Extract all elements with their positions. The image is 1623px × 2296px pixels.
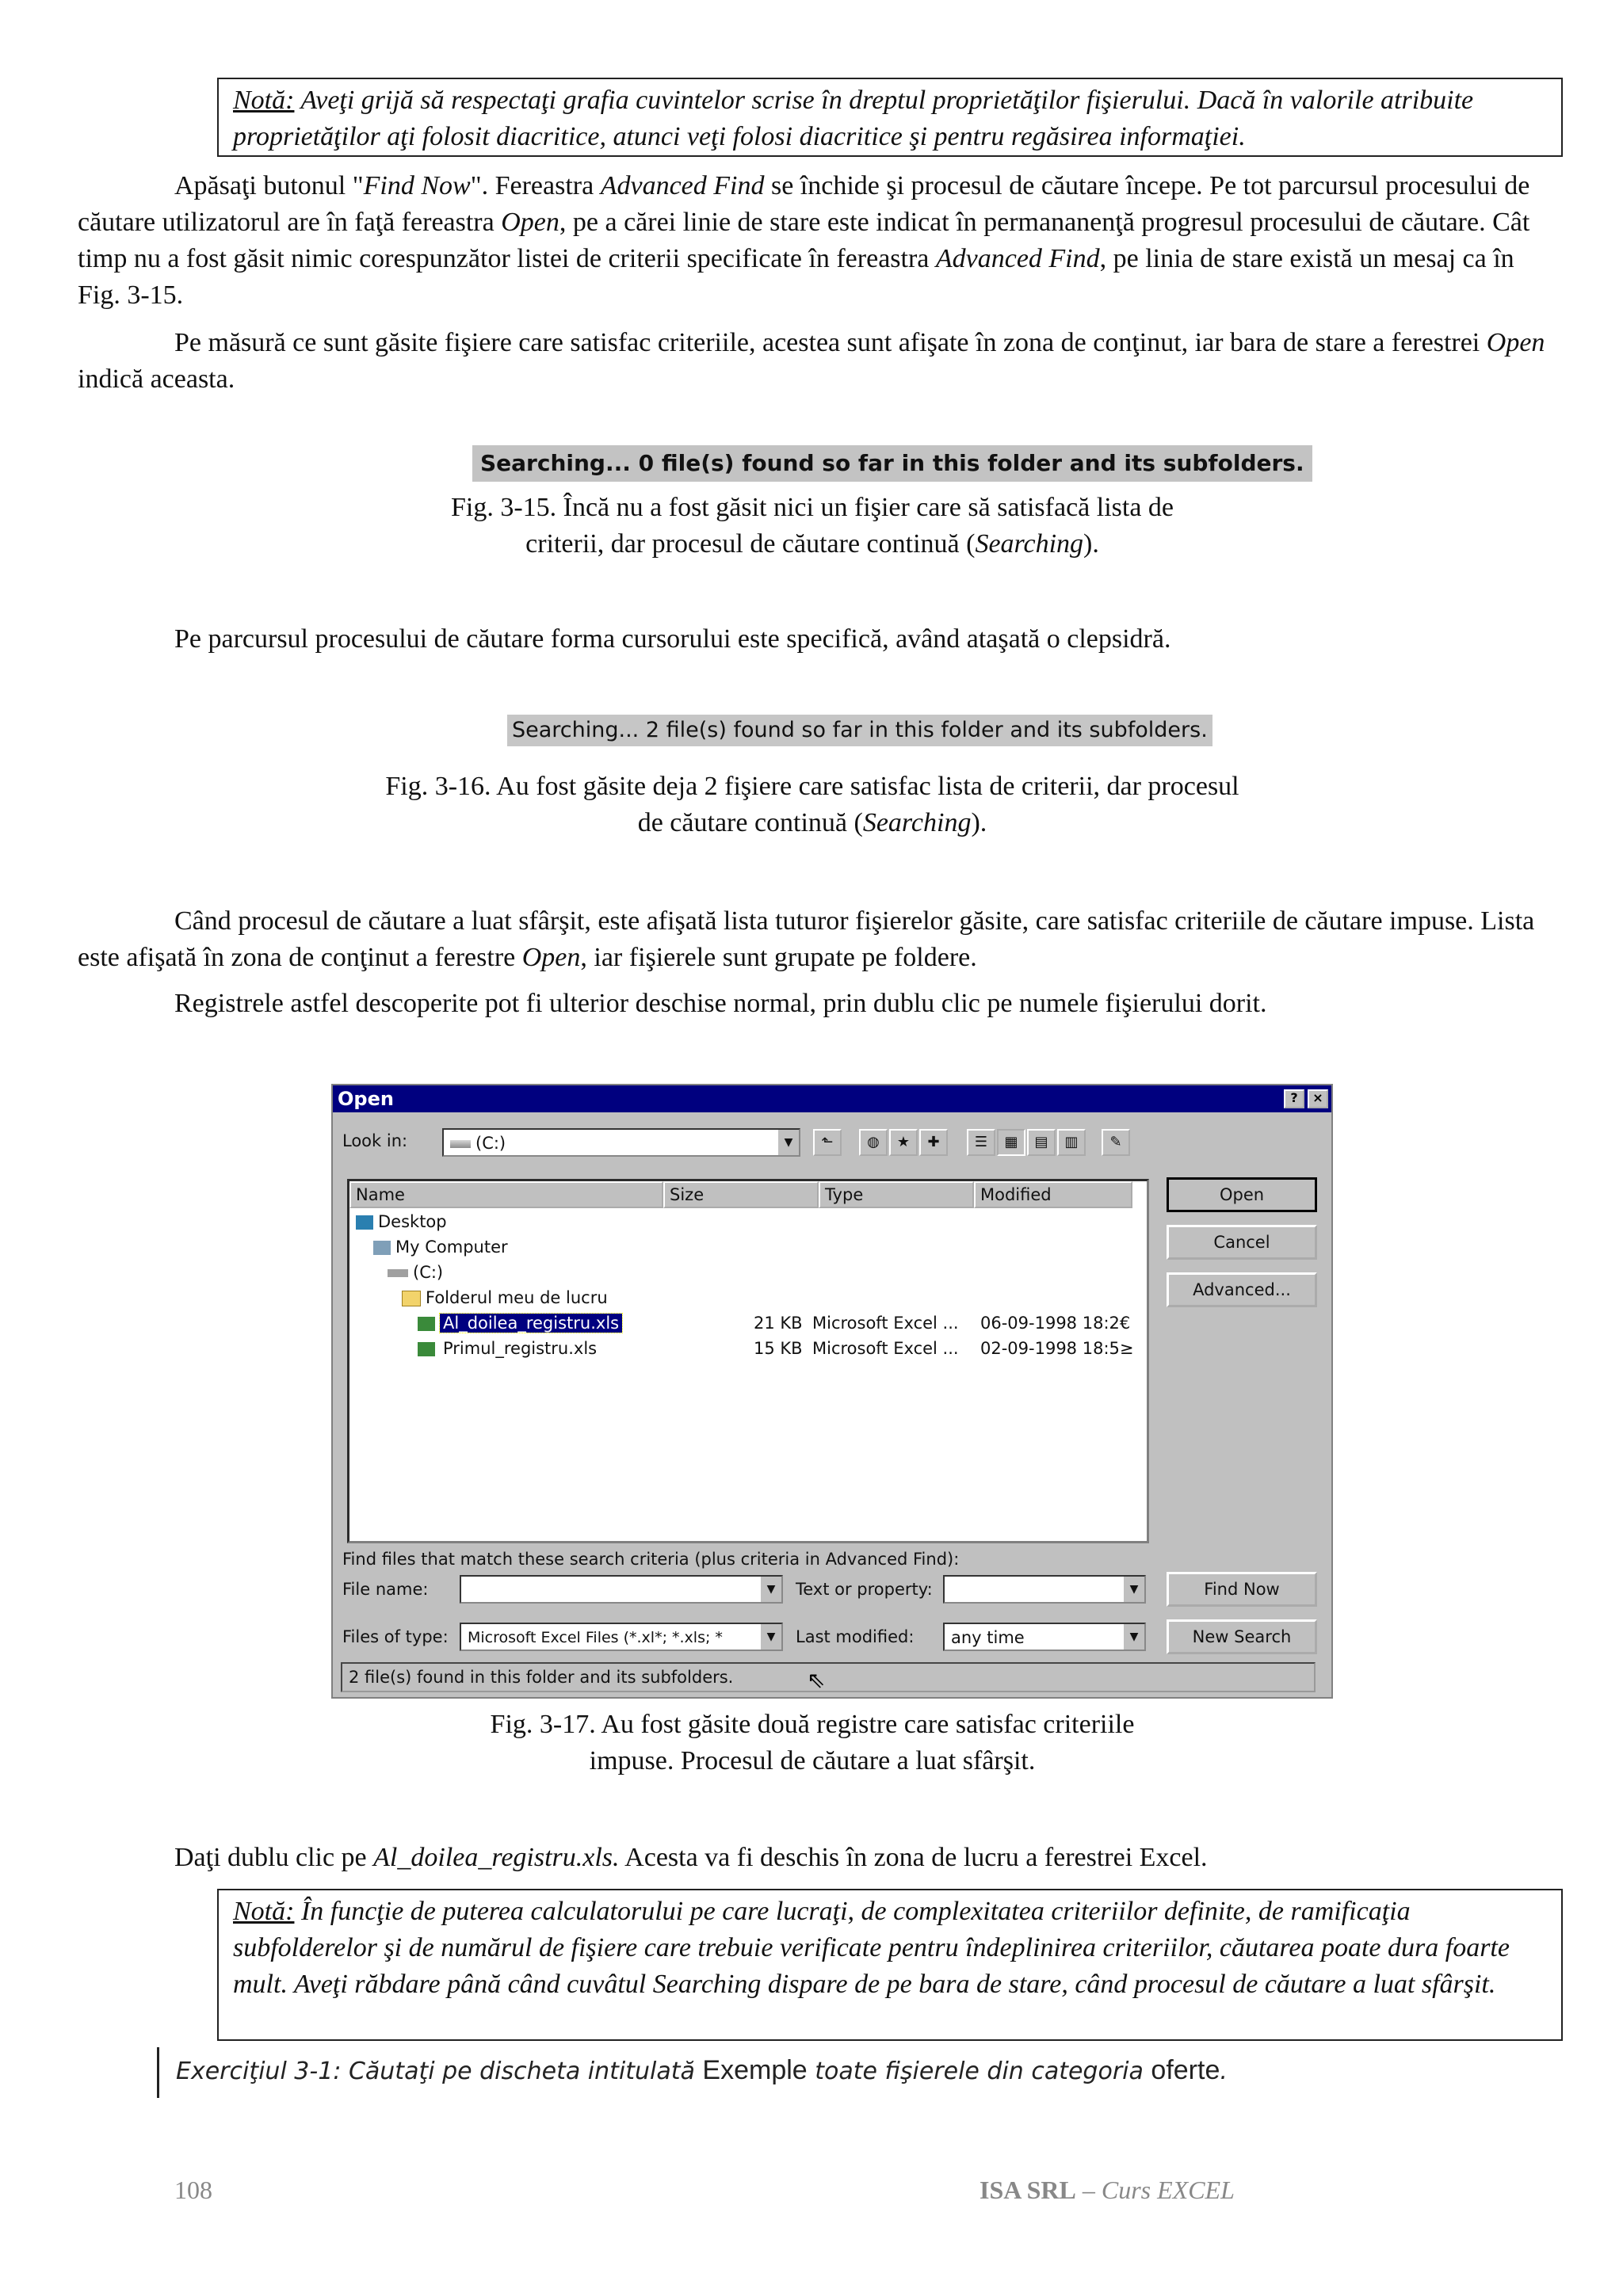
text-run: indică aceasta.	[78, 364, 235, 394]
preview-view-icon[interactable]: ▥	[1057, 1129, 1086, 1156]
status-bar-searching-2: Searching... 2 file(s) found so far in this folder and its subfolders.	[507, 715, 1212, 746]
tree-item-label: Folderul meu de lucru	[426, 1288, 608, 1307]
caption-line	[317, 526, 1308, 563]
tree-item-label: (C:)	[413, 1263, 444, 1282]
text-property-label: Text or property:	[796, 1580, 933, 1599]
text-run-emphasis: oferte	[1151, 2055, 1220, 2085]
caption-line	[301, 805, 1323, 841]
folder-icon	[402, 1291, 421, 1306]
text-run: ". Fereastra	[470, 171, 601, 200]
last-modified-label: Last modified:	[796, 1627, 915, 1646]
file-row-primul[interactable]	[418, 1337, 600, 1360]
text-run-italic: Open	[521, 943, 581, 972]
exercise-bar	[157, 2047, 159, 2098]
tree-item-desktop[interactable]	[356, 1210, 447, 1234]
desktop-icon	[356, 1215, 373, 1230]
search-web-icon[interactable]: ◍	[859, 1129, 888, 1156]
properties-view-icon[interactable]: ▤	[1027, 1129, 1056, 1156]
file-type: Microsoft Excel ...	[812, 1314, 959, 1333]
tree-item-my-computer[interactable]	[373, 1235, 508, 1259]
file-type: Microsoft Excel ...	[812, 1339, 959, 1358]
text-property-input[interactable]	[943, 1575, 1146, 1604]
tree-item-label: My Computer	[395, 1238, 508, 1257]
dialog-status-bar	[341, 1662, 1316, 1692]
column-header-size[interactable]: Size	[663, 1181, 819, 1208]
footer-title	[980, 2176, 1235, 2205]
paragraph-double-click	[174, 1840, 1553, 1876]
note-box-2	[217, 1889, 1563, 2041]
chevron-down-icon[interactable]: ▼	[1122, 1624, 1144, 1650]
last-modified-select[interactable]	[943, 1623, 1146, 1651]
text-run-emphasis: Exemple	[702, 2055, 808, 2085]
text-run-italic: Open	[1486, 328, 1545, 357]
cancel-button[interactable]: Cancel	[1167, 1225, 1317, 1260]
status-bar-searching-0: Searching... 0 file(s) found so far in this folder and its subfolders.	[472, 445, 1312, 482]
footer-course: Curs EXCEL	[1101, 2176, 1235, 2204]
tree-item-label: Desktop	[378, 1212, 447, 1231]
text-run: , pe linia de stare există un mesaj ca în Fig. 3-15.	[78, 244, 1514, 310]
text-run-italic: Al_doilea_registru.xls.	[373, 1843, 620, 1872]
text-run: Pe măsură ce sunt găsite fişiere care satisfac criteriile, acestea sunt afişate în zona de conţinut, iar bara de stare a ferestrei	[174, 328, 1487, 357]
help-icon[interactable]: ?	[1284, 1089, 1304, 1108]
add-favorites-icon[interactable]: ✚	[919, 1129, 948, 1156]
last-modified-value: any time	[951, 1628, 1025, 1647]
text-run: Apăsaţi butonul "	[174, 171, 364, 200]
drive-icon	[450, 1140, 471, 1148]
lookin-value: (C:)	[475, 1134, 506, 1153]
paragraph-cursor: Pe parcursul procesului de căutare forma cursorului este specifică, având ataşată o clepsidră.	[174, 624, 1171, 654]
text-run: , iar fişierele sunt grupate pe foldere.	[580, 943, 977, 972]
text-run-italic: Advanced Find	[935, 244, 1100, 273]
text-run: Când procesul de căutare a luat sfârşit, este afişată lista tuturor fişierelor găsite, care satisfac criteriile de căutare impuse. Lista este afişată în zona de conţinut a ferestre	[78, 906, 1535, 972]
text-run: de căutare continuă (	[637, 808, 863, 837]
figure-caption-3-17	[396, 1707, 1228, 1779]
text-run: ).	[1083, 529, 1099, 559]
dialog-titlebar	[333, 1085, 1331, 1112]
column-header-name[interactable]: Name	[349, 1181, 663, 1208]
filetype-value: Microsoft Excel Files (*.xl*; *.xls; *	[468, 1629, 723, 1646]
lookin-label: Look in:	[342, 1131, 408, 1150]
up-folder-icon[interactable]: ⬑	[813, 1129, 842, 1156]
text-run: se închide şi procesul de căutare începe. Pe tot parcursul procesului de căutare utilizatorul are în faţă fereastra	[78, 171, 1530, 237]
column-header-type[interactable]: Type	[819, 1181, 974, 1208]
list-view-icon[interactable]: ☰	[967, 1129, 995, 1156]
caption-line: Fig. 3-17. Au fost găsite două registre care satisfac criteriile	[490, 1710, 1135, 1739]
details-view-icon[interactable]: ▦	[997, 1129, 1025, 1156]
text-run: Exerciţiul 3-1	[176, 2058, 334, 2085]
file-row-al-doilea[interactable]	[418, 1311, 622, 1335]
cursor-pointer-icon: ⇖	[807, 1667, 826, 1693]
filetype-label: Files of type:	[342, 1627, 449, 1646]
note-label: Notă:	[233, 86, 295, 115]
caption-line: Fig. 3-16. Au fost găsite deja 2 fişiere care satisfac lista de criterii, dar procesul	[385, 772, 1239, 801]
computer-icon	[373, 1241, 391, 1255]
caption-line: impuse. Procesul de căutare a luat sfârşit.	[589, 1746, 1036, 1775]
paragraph-open-files: Registrele astfel descoperite pot fi ulterior deschise normal, prin dublu clic pe numele fişierului dorit.	[174, 989, 1267, 1018]
text-run: , pe a cărei linie de stare este indicat în permananenţă progresul procesului de căutare. Cât timp nu a fost găsit nimic corespunzător listei de criterii specificate în fereastra	[78, 208, 1530, 273]
page-number: 108	[174, 2176, 212, 2204]
text-run: Acesta va fi deschis în zona de lucru a ferestrei Excel.	[619, 1843, 1208, 1872]
file-size: 21 KB	[754, 1314, 803, 1333]
figure-caption-3-15	[317, 490, 1308, 563]
paragraph-find-now	[78, 168, 1552, 314]
caption-line: Fig. 3-15. Încă nu a fost găsit nici un fişier care să satisfacă lista de	[450, 493, 1174, 522]
filetype-select[interactable]	[460, 1623, 783, 1651]
text-run-italic: Searching	[862, 808, 972, 837]
exercise-text	[176, 2052, 1228, 2090]
chevron-down-icon[interactable]: ▼	[759, 1577, 781, 1602]
file-list[interactable]	[347, 1179, 1149, 1543]
file-name: Primul_registru.xls	[443, 1339, 598, 1358]
text-run-italic: Open	[501, 208, 559, 237]
drive-icon	[388, 1269, 408, 1277]
dialog-title: Open	[338, 1088, 394, 1110]
column-header-modified[interactable]: Modified	[974, 1181, 1132, 1208]
lookin-select[interactable]	[442, 1128, 800, 1157]
footer-dash: –	[1075, 2176, 1102, 2204]
text-run-italic: Advanced Find	[600, 171, 765, 200]
text-run: toate fişierele din categoria	[807, 2058, 1151, 2085]
criteria-label: Find files that match these search criteria (plus criteria in Advanced Find):	[342, 1550, 960, 1569]
favorites-icon[interactable]: ★	[889, 1129, 918, 1156]
paragraph-search-finished	[78, 903, 1552, 976]
text-run-italic: Find Now	[363, 171, 471, 200]
excel-file-icon	[418, 1317, 435, 1331]
footer-company: ISA SRL	[980, 2176, 1076, 2204]
text-run: criterii, dar procesul de căutare continuă (	[525, 529, 976, 559]
open-button[interactable]: Open	[1167, 1177, 1317, 1212]
advanced-button[interactable]: Advanced...	[1167, 1272, 1317, 1307]
find-now-button[interactable]: Find Now	[1167, 1572, 1317, 1607]
note-box-1	[217, 78, 1563, 157]
filename-input[interactable]	[460, 1575, 783, 1604]
chevron-down-icon[interactable]: ▼	[777, 1130, 799, 1155]
text-run: .	[1220, 2058, 1228, 2085]
note-label: Notă:	[233, 1897, 295, 1926]
tree-item-folder[interactable]	[402, 1286, 608, 1310]
commands-icon[interactable]: ✎	[1102, 1129, 1130, 1156]
chevron-down-icon[interactable]: ▼	[759, 1624, 781, 1650]
new-search-button[interactable]: New Search	[1167, 1619, 1317, 1654]
file-modified: 02-09-1998 18:5≥	[980, 1339, 1134, 1358]
excel-file-icon	[418, 1342, 435, 1356]
text-run: ).	[971, 808, 987, 837]
text-run-italic: Searching	[975, 529, 1084, 559]
note-text: Aveţi grijă să respectaţi grafia cuvintelor scrise în dreptul proprietăţilor fişierului. Dacă în valorile atribuite proprietăţilor aţi folosit diacritice, atunci veţi folosi diacritice şi pentru regăsirea informaţiei.	[233, 86, 1474, 151]
file-name: Al_doilea_registru.xls	[440, 1314, 622, 1333]
tree-item-drive-c[interactable]	[388, 1261, 443, 1284]
text-run: : Căutaţi pe discheta intitulată	[333, 2058, 703, 2085]
text-run: Daţi dublu clic pe	[174, 1843, 374, 1872]
open-dialog	[331, 1084, 1333, 1699]
file-modified: 06-09-1998 18:2€	[980, 1314, 1131, 1333]
chevron-down-icon[interactable]: ▼	[1122, 1577, 1144, 1602]
paragraph-files-found	[78, 325, 1552, 398]
filename-label: File name:	[342, 1580, 429, 1599]
dialog-status-text: 2 file(s) found in this folder and its subfolders.	[349, 1668, 734, 1687]
close-icon[interactable]: ×	[1308, 1089, 1328, 1108]
note-text: În funcţie de puterea calculatorului pe care lucraţi, de complexitatea criteriilor definite, de ramificaţia subfolderelor şi de numărul de fişiere care trebuie verificate pentru îndeplinirea criteriilor, căutarea poate dura foarte mult. Aveţi răbdare până când cuvâtul Searching dispare de pe bara de stare, când procesul de căutare a luat sfârşit.	[233, 1897, 1510, 1999]
file-size: 15 KB	[754, 1339, 803, 1358]
figure-caption-3-16	[301, 769, 1323, 841]
